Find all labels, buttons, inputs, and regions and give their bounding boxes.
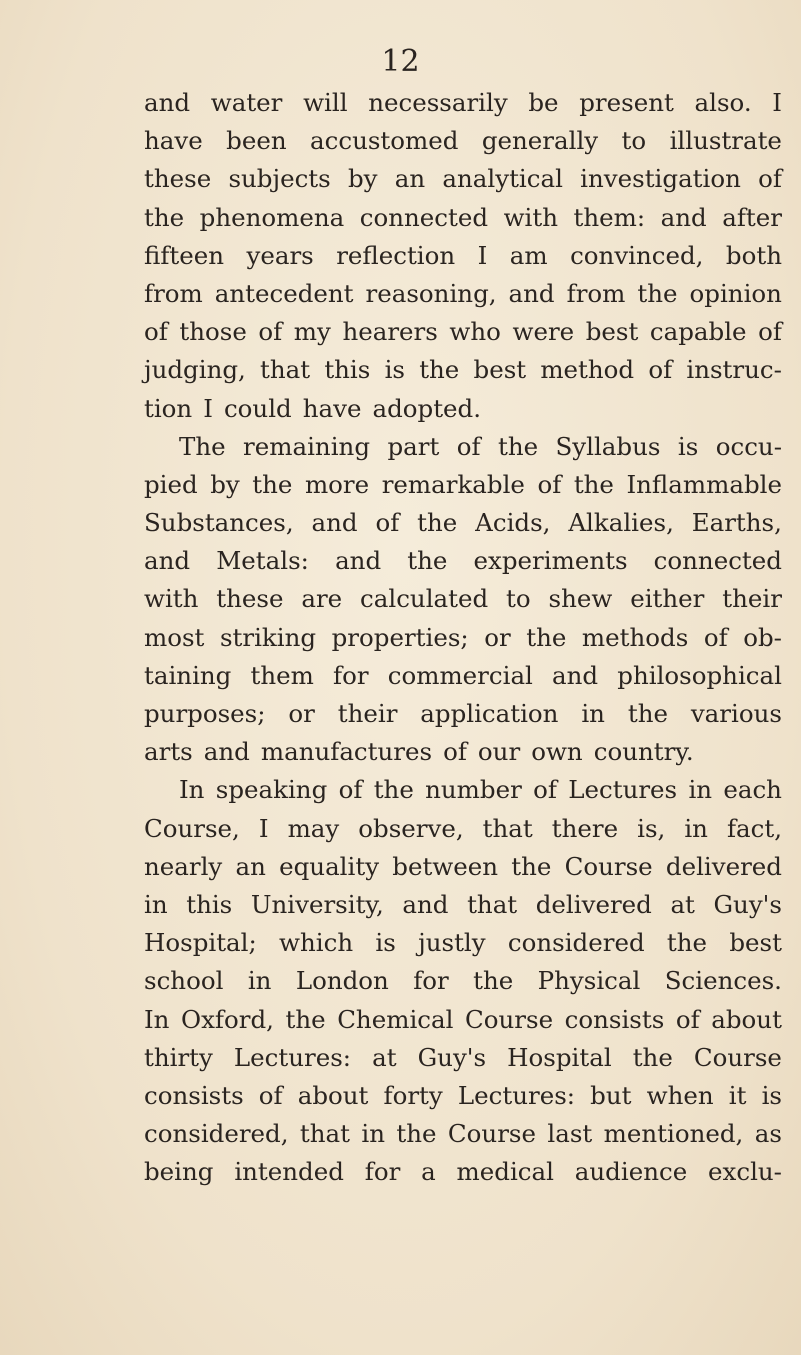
text-line: In speaking of the number of Lectures in each	[179, 775, 782, 805]
text-line: from antecedent reasoning, and from the opinion	[144, 278, 782, 308]
text-line: being intended for a medical audience exclu-	[144, 1157, 782, 1187]
text-line: fifteen years reflection I am convinced, both	[144, 240, 782, 270]
text-line: Substances, and of the Acids, Alkalies, Earths,	[144, 508, 782, 538]
text-line: considered, that in the Course last mentioned, as	[144, 1119, 782, 1149]
body-text	[144, 84, 782, 1191]
text-line: with these are calculated to shew either their	[144, 584, 782, 614]
text-line: in this University, and that delivered at Guy's	[144, 889, 782, 919]
text-line: pied by the more remarkable of the Inflammable	[144, 469, 782, 499]
text-line: nearly an equality between the Course delivered	[144, 851, 782, 881]
text-line: thirty Lectures: at Guy's Hospital the Course	[144, 1042, 782, 1072]
page-number: 12	[381, 44, 420, 79]
text-line: judging, that this is the best method of instruc-	[144, 355, 782, 385]
text-line: arts and manufactures of our own country.	[144, 737, 694, 767]
text-line: the phenomena connected with them: and after	[144, 202, 782, 232]
text-line: most striking properties; or the methods of ob-	[144, 622, 782, 652]
text-line: and water will necessarily be present also. I	[144, 88, 782, 117]
text-line: tion I could have adopted.	[144, 393, 482, 423]
text-line: these subjects by an analytical investigation of	[144, 164, 782, 194]
text-line: consists of about forty Lectures: but when it is	[144, 1080, 782, 1110]
text-line: Course, I may observe, that there is, in fact,	[144, 813, 782, 843]
text-line: In Oxford, the Chemical Course consists of about	[144, 1004, 782, 1034]
text-line: of those of my hearers who were best capable of	[144, 317, 782, 347]
text-line: purposes; or their application in the various	[144, 699, 782, 728]
text-line: taining them for commercial and philosophical	[144, 660, 782, 690]
text-line: Hospital; which is justly considered the best	[144, 928, 782, 958]
text-line: school in London for the Physical Sciences.	[144, 966, 782, 996]
text-line: have been accustomed generally to illustrate	[144, 126, 782, 156]
text-line: and Metals: and the experiments connected	[144, 546, 782, 576]
text-line: The remaining part of the Syllabus is occu-	[179, 431, 782, 461]
